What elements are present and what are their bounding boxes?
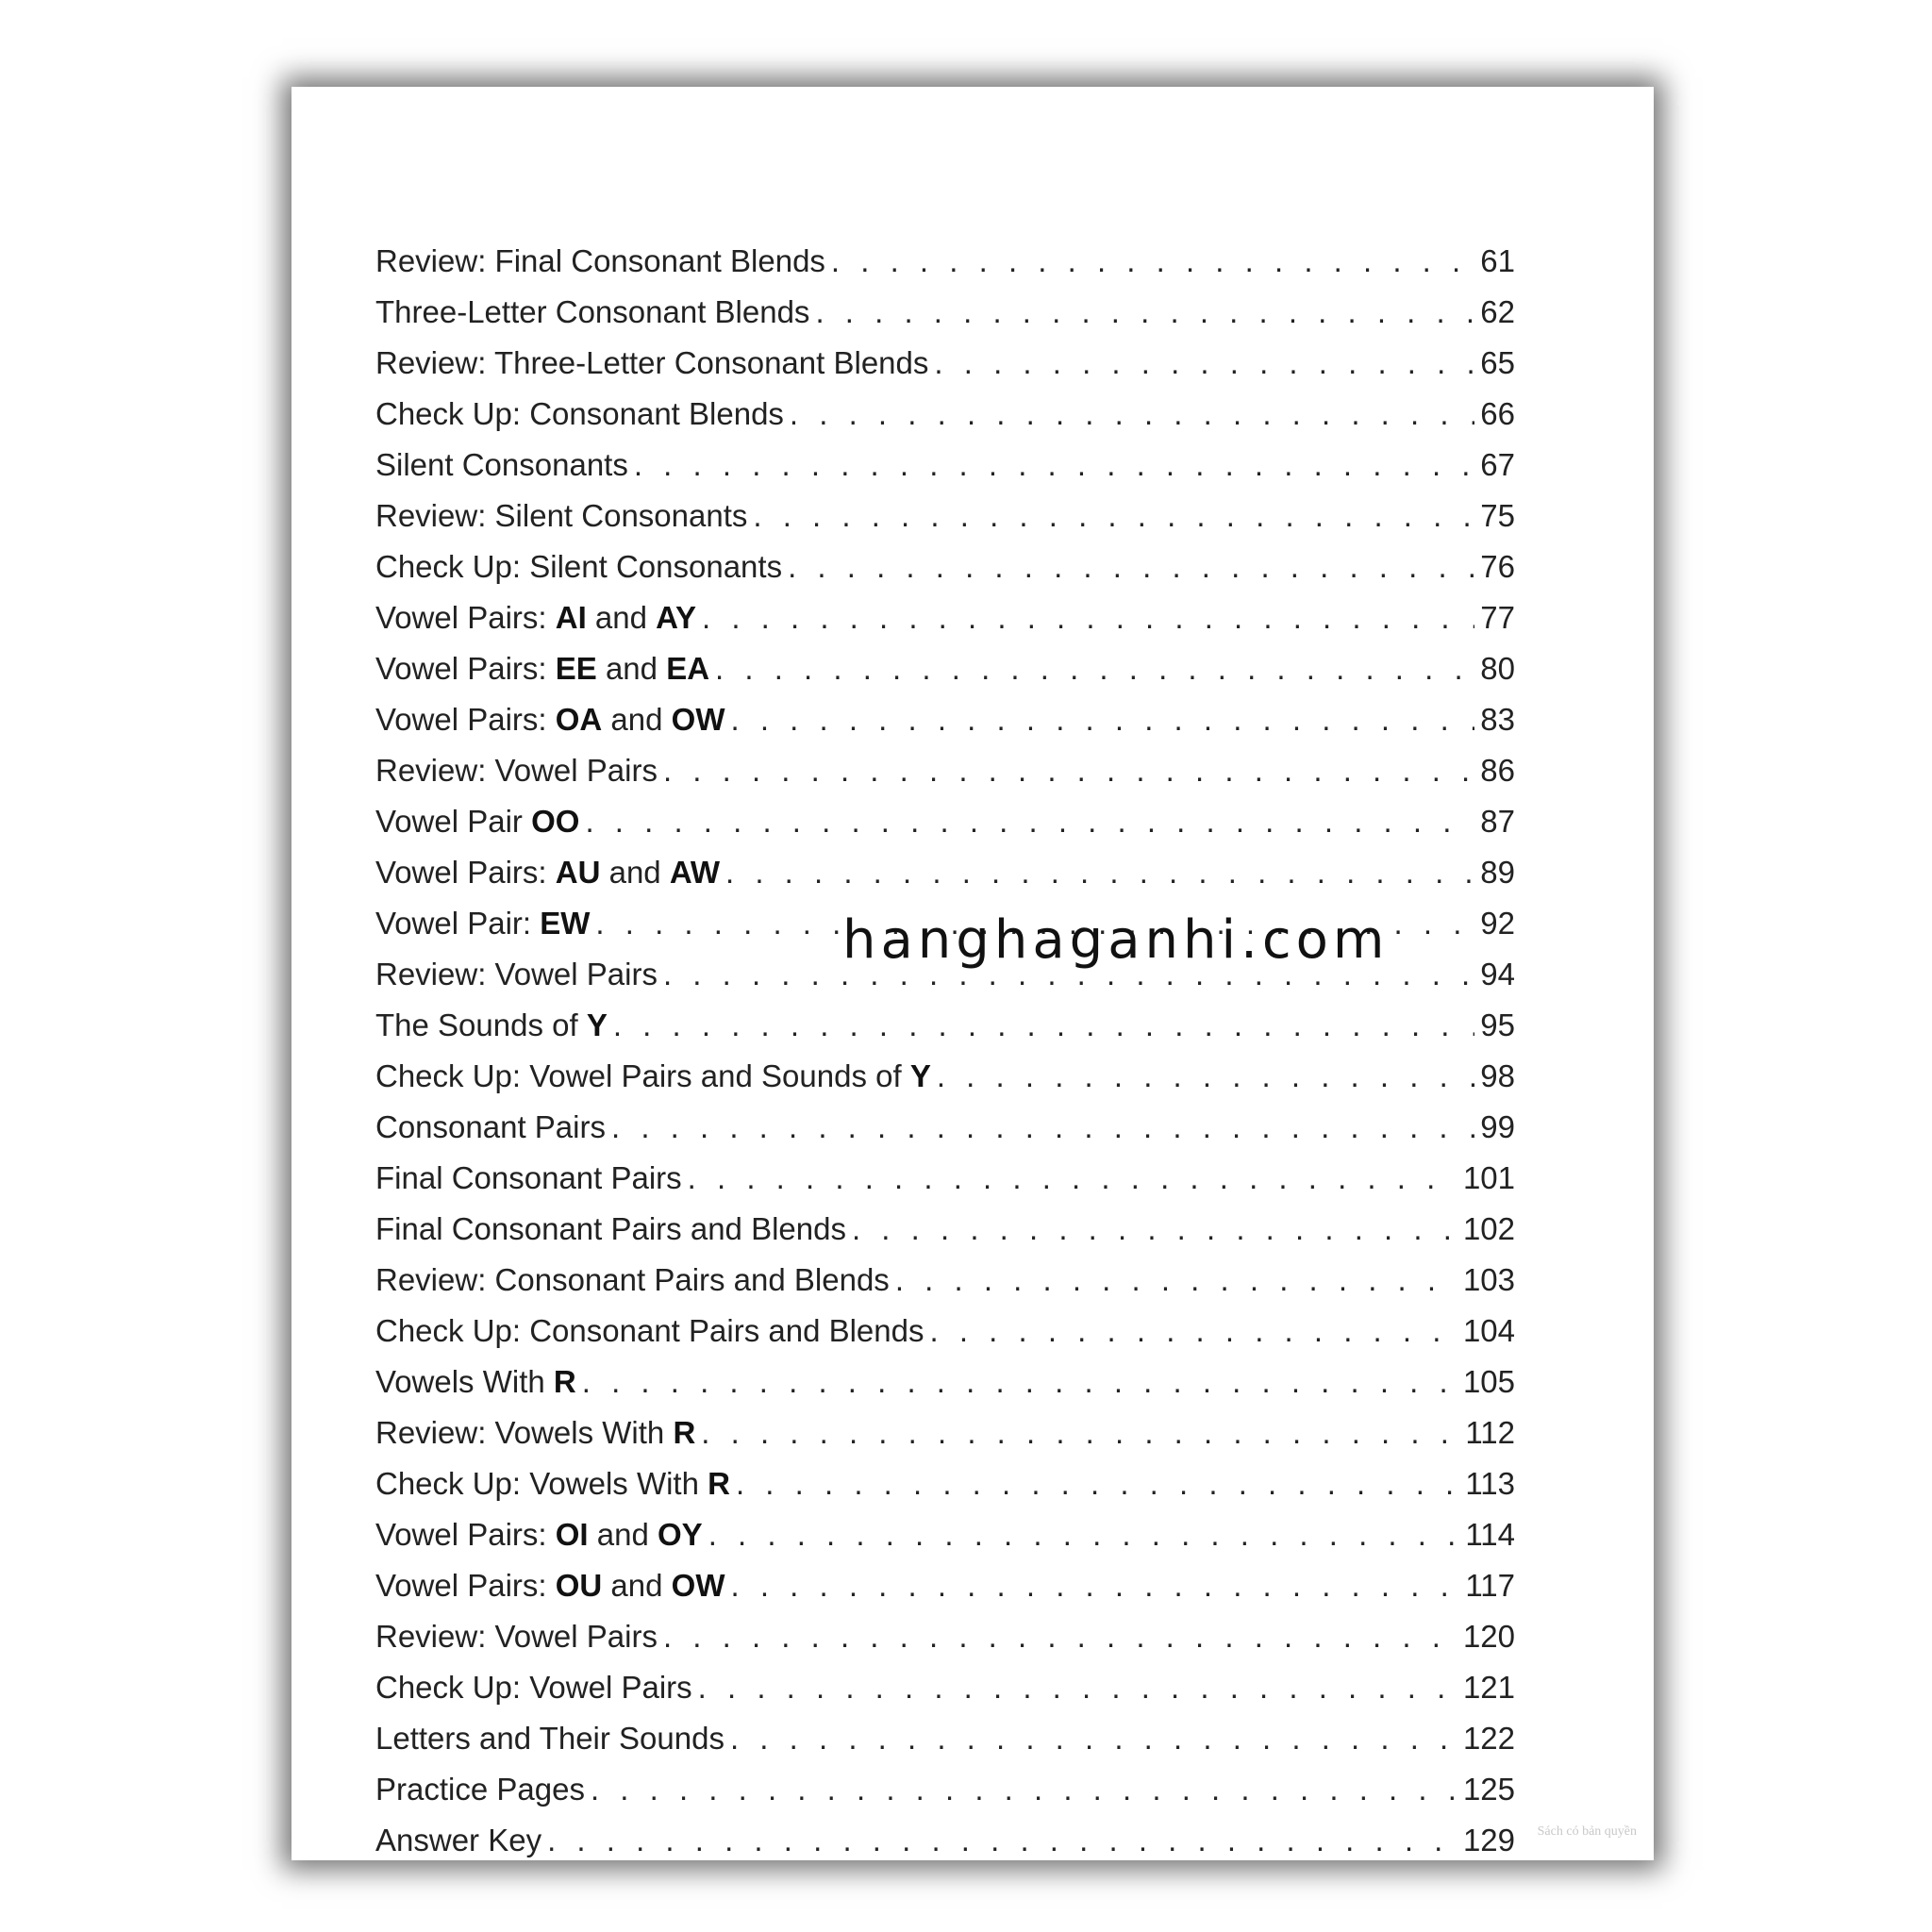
- toc-entry: [375, 447, 1515, 498]
- toc-page-number: 114: [1465, 1517, 1515, 1552]
- toc-entry-title: [375, 600, 696, 636]
- toc-title-segment: Check Up: Consonant Blends: [375, 396, 784, 431]
- toc-title-segment: Practice Pages: [375, 1772, 585, 1807]
- toc-page-number: 76: [1480, 549, 1515, 584]
- toc-title-bold-segment: EA: [666, 651, 710, 686]
- watermark-text: hanghaganhi.com: [842, 909, 1390, 971]
- toc-title-segment: Check Up: Silent Consonants: [375, 549, 783, 584]
- toc-entry-title: [375, 1415, 695, 1451]
- dot-leader: [663, 1619, 1457, 1655]
- toc-entry-title: [375, 957, 658, 992]
- toc-title-bold-segment: OO: [531, 804, 580, 839]
- toc-title-segment: Vowels With: [375, 1364, 554, 1399]
- dot-leader: [611, 1109, 1474, 1145]
- toc-title-segment: Check Up: Vowel Pairs and Sounds of: [375, 1058, 910, 1093]
- dot-leader: [730, 702, 1474, 738]
- dot-leader: [634, 447, 1474, 483]
- dot-leader: [736, 1466, 1459, 1502]
- toc-page-number: 61: [1480, 243, 1515, 278]
- toc-title-bold-segment: OA: [555, 702, 603, 737]
- dot-leader: [730, 1721, 1457, 1757]
- toc-title-bold-segment: R: [553, 1364, 576, 1399]
- toc-title-segment: Three-Letter Consonant Blends: [375, 294, 810, 329]
- toc-entry-title: [375, 1364, 576, 1400]
- toc-title-bold-segment: R: [708, 1466, 730, 1501]
- toc-title-segment: Review: Three-Letter Consonant Blends: [375, 345, 929, 380]
- toc-entry-title: [375, 1211, 846, 1247]
- toc-entry: [375, 1364, 1515, 1415]
- dot-leader: [934, 345, 1474, 381]
- toc-title-bold-segment: OW: [671, 1568, 725, 1603]
- toc-page-number: 105: [1462, 1364, 1515, 1399]
- toc-title-segment: Vowel Pairs:: [375, 1517, 556, 1552]
- dot-leader: [790, 396, 1474, 432]
- dot-leader: [585, 804, 1474, 840]
- toc-title-segment: Review: Vowel Pairs: [375, 753, 658, 788]
- dot-leader: [895, 1262, 1457, 1298]
- toc-page-number: 86: [1480, 753, 1515, 788]
- toc-entry-title: [375, 498, 747, 534]
- toc-page-number: 95: [1480, 1008, 1515, 1042]
- dot-leader: [725, 855, 1474, 891]
- toc-page-number: 92: [1480, 906, 1515, 941]
- toc-title-segment: Review: Final Consonant Blends: [375, 243, 825, 278]
- toc-title-bold-segment: R: [673, 1415, 696, 1450]
- toc-page-number: 122: [1462, 1721, 1515, 1756]
- toc-title-segment: Vowel Pair:: [375, 906, 541, 941]
- toc-entry-title: [375, 906, 590, 941]
- toc-title-segment: and: [588, 1517, 658, 1552]
- toc-page-number: 99: [1480, 1109, 1515, 1144]
- toc-page-number: 113: [1465, 1466, 1515, 1501]
- toc-entry-title: [375, 855, 720, 891]
- toc-entry-title: [375, 1058, 931, 1094]
- book-page: [291, 87, 1654, 1860]
- toc-entry: [375, 1772, 1515, 1823]
- toc-entry-title: [375, 1517, 703, 1553]
- dot-leader: [852, 1211, 1457, 1247]
- toc-entry-title: [375, 1670, 692, 1706]
- toc-entry-title: [375, 345, 928, 381]
- toc-entry: [375, 243, 1515, 294]
- dot-leader: [582, 1364, 1457, 1400]
- toc-title-segment: Check Up: Vowels With: [375, 1466, 708, 1501]
- toc-title-segment: Review: Silent Consonants: [375, 498, 748, 533]
- toc-entry-title: [375, 1160, 682, 1196]
- toc-title-segment: and: [602, 1568, 672, 1603]
- toc-entry-title: [375, 294, 809, 330]
- toc-page-number: 94: [1480, 957, 1515, 991]
- toc-entry: [375, 1008, 1515, 1058]
- toc-entry-title: [375, 549, 782, 585]
- toc-page-number: 75: [1480, 498, 1515, 533]
- toc-page-number: 121: [1462, 1670, 1515, 1705]
- toc-page-number: 77: [1480, 600, 1515, 635]
- toc-entry-title: [375, 1721, 724, 1757]
- dot-leader: [613, 1008, 1474, 1043]
- toc-entry: [375, 753, 1515, 804]
- toc-entry: [375, 1823, 1515, 1874]
- toc-page-number: 62: [1480, 294, 1515, 329]
- toc-title-bold-segment: Y: [586, 1008, 608, 1042]
- dot-leader: [591, 1772, 1457, 1807]
- dot-leader: [708, 1517, 1460, 1553]
- toc-entry-title: [375, 1619, 658, 1655]
- toc-title-segment: Review: Vowels With: [375, 1415, 674, 1450]
- toc-title-bold-segment: AI: [555, 600, 587, 635]
- toc-entry: [375, 1058, 1515, 1109]
- toc-page-number: 125: [1462, 1772, 1515, 1807]
- toc-page-number: 104: [1462, 1313, 1515, 1348]
- toc-entry-title: [375, 1466, 730, 1502]
- toc-entry: [375, 1619, 1515, 1670]
- toc-entry-title: [375, 396, 784, 432]
- dot-leader: [831, 243, 1474, 279]
- toc-entry: [375, 345, 1515, 396]
- toc-page-number: 103: [1462, 1262, 1515, 1297]
- toc-title-segment: Review: Vowel Pairs: [375, 1619, 658, 1654]
- toc-entry-title: [375, 1568, 724, 1604]
- toc-page-number: 112: [1465, 1415, 1515, 1450]
- toc-title-segment: Answer Key: [375, 1823, 542, 1857]
- toc-title-segment: Check Up: Consonant Pairs and Blends: [375, 1313, 924, 1348]
- toc-page-number: 101: [1462, 1160, 1515, 1195]
- toc-title-bold-segment: OW: [671, 702, 725, 737]
- toc-entry-title: [375, 702, 724, 738]
- toc-title-segment: and: [596, 651, 667, 686]
- toc-entry: [375, 600, 1515, 651]
- toc-title-segment: Consonant Pairs: [375, 1109, 606, 1144]
- toc-title-segment: Vowel Pairs:: [375, 1568, 556, 1603]
- toc-title-segment: Final Consonant Pairs and Blends: [375, 1211, 846, 1246]
- toc-entry: [375, 1568, 1515, 1619]
- toc-entry-title: [375, 447, 628, 483]
- toc-title-segment: Letters and Their Sounds: [375, 1721, 724, 1756]
- toc-entry: [375, 1313, 1515, 1364]
- dot-leader: [698, 1670, 1457, 1706]
- toc-title-segment: and: [600, 855, 670, 890]
- dot-leader: [701, 1415, 1459, 1451]
- toc-title-segment: Vowel Pairs:: [375, 651, 556, 686]
- toc-page-number: 89: [1480, 855, 1515, 890]
- toc-title-bold-segment: OY: [658, 1517, 703, 1552]
- toc-entry-title: [375, 804, 579, 840]
- toc-title-bold-segment: EW: [540, 906, 591, 941]
- dot-leader: [788, 549, 1474, 585]
- toc-page-number: 102: [1462, 1211, 1515, 1246]
- toc-entry: [375, 1109, 1515, 1160]
- toc-page-number: 80: [1480, 651, 1515, 686]
- toc-title-bold-segment: OI: [555, 1517, 589, 1552]
- toc-entry-title: [375, 1008, 608, 1043]
- toc-title-bold-segment: AY: [656, 600, 696, 635]
- copyright-note: Sách có bản quyền: [1537, 1824, 1637, 1839]
- toc-title-segment: and: [586, 600, 657, 635]
- toc-page-number: 129: [1462, 1823, 1515, 1857]
- toc-title-bold-segment: AU: [555, 855, 601, 890]
- toc-page-number: 98: [1480, 1058, 1515, 1093]
- toc-entry: [375, 396, 1515, 447]
- toc-title-bold-segment: OU: [555, 1568, 603, 1603]
- toc-page-number: 120: [1462, 1619, 1515, 1654]
- toc-entry-title: [375, 1772, 585, 1807]
- toc-entry: [375, 651, 1515, 702]
- table-of-contents: [375, 243, 1515, 1874]
- dot-leader: [663, 753, 1474, 789]
- toc-page-number: 117: [1465, 1568, 1515, 1603]
- toc-title-segment: Silent Consonants: [375, 447, 628, 482]
- toc-title-segment: Vowel Pairs:: [375, 702, 556, 737]
- toc-page-number: 67: [1480, 447, 1515, 482]
- toc-entry-title: [375, 1823, 541, 1858]
- toc-title-bold-segment: Y: [909, 1058, 931, 1093]
- toc-entry: [375, 1721, 1515, 1772]
- toc-entry: [375, 549, 1515, 600]
- toc-entry: [375, 1517, 1515, 1568]
- toc-entry: [375, 855, 1515, 906]
- dot-leader: [715, 651, 1474, 687]
- toc-title-segment: Vowel Pairs:: [375, 600, 556, 635]
- toc-title-segment: Vowel Pairs:: [375, 855, 556, 890]
- toc-entry-title: [375, 651, 709, 687]
- toc-entry: [375, 1160, 1515, 1211]
- toc-entry: [375, 498, 1515, 549]
- toc-entry: [375, 1670, 1515, 1721]
- dot-leader: [753, 498, 1474, 534]
- toc-entry: [375, 294, 1515, 345]
- toc-page-number: 66: [1480, 396, 1515, 431]
- dot-leader: [702, 600, 1474, 636]
- toc-page-number: 65: [1480, 345, 1515, 380]
- toc-title-segment: Review: Vowel Pairs: [375, 957, 658, 991]
- toc-title-segment: The Sounds of: [375, 1008, 587, 1042]
- dot-leader: [547, 1823, 1457, 1858]
- dot-leader: [930, 1313, 1457, 1349]
- toc-entry-title: [375, 753, 658, 789]
- toc-title-segment: Check Up: Vowel Pairs: [375, 1670, 692, 1705]
- toc-title-segment: Final Consonant Pairs: [375, 1160, 682, 1195]
- dot-leader: [730, 1568, 1459, 1604]
- toc-entry: [375, 1211, 1515, 1262]
- toc-page-number: 87: [1480, 804, 1515, 839]
- dot-leader: [815, 294, 1474, 330]
- toc-entry: [375, 1415, 1515, 1466]
- toc-entry-title: [375, 243, 825, 279]
- toc-title-segment: Vowel Pair: [375, 804, 532, 839]
- toc-title-segment: and: [602, 702, 672, 737]
- toc-entry: [375, 1466, 1515, 1517]
- toc-page-number: 83: [1480, 702, 1515, 737]
- dot-leader: [688, 1160, 1457, 1196]
- toc-entry: [375, 1262, 1515, 1313]
- dot-leader: [937, 1058, 1474, 1094]
- toc-title-bold-segment: EE: [555, 651, 597, 686]
- toc-title-bold-segment: AW: [669, 855, 720, 890]
- toc-entry: [375, 804, 1515, 855]
- toc-entry: [375, 702, 1515, 753]
- toc-entry-title: [375, 1109, 606, 1145]
- toc-entry-title: [375, 1313, 924, 1349]
- toc-entry-title: [375, 1262, 890, 1298]
- toc-title-segment: Review: Consonant Pairs and Blends: [375, 1262, 890, 1297]
